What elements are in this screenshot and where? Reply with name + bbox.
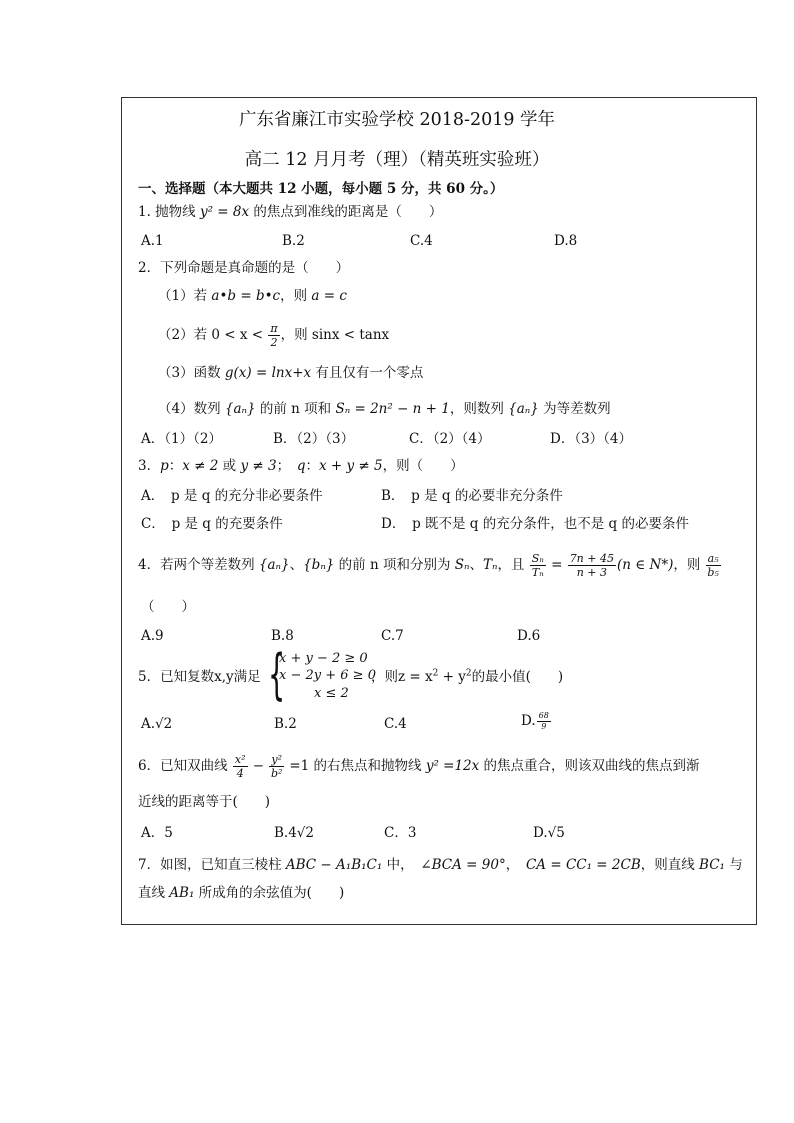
q4-condition: (n ∈ N*)	[616, 557, 674, 573]
q2-s1-math: a•b = b•c	[211, 288, 281, 304]
q5-obj-sup1: 2	[432, 668, 439, 679]
q7-math3: CA = CC₁ = 2CB	[525, 857, 641, 873]
q7-math2: ∠BCA = 90°	[420, 857, 506, 873]
q6-suffix: 的焦点重合，则该双曲线的焦点到渐	[479, 758, 700, 774]
q4-f1-num: Sₙ	[531, 552, 544, 565]
q5-constraint-2: x − 2y + 6 ≥ 0	[279, 668, 376, 683]
question-6	[138, 753, 700, 780]
q5-optd-den: 9	[541, 722, 547, 731]
q6-fraction-y	[269, 753, 284, 780]
q2-option-c: C．（2）（4）	[409, 431, 491, 447]
q4-fraction-sn-tn	[530, 552, 546, 579]
q5-brace: {	[268, 643, 286, 706]
exam-subtitle: 高二 12 月月考（理）（精英班实验班）	[244, 150, 550, 170]
q7-math1: ABC − A₁B₁C₁	[285, 857, 383, 873]
question-3	[138, 457, 464, 475]
q6-fraction-x	[233, 753, 248, 780]
q6-f2-den: b²	[271, 767, 283, 780]
q4-math2: {bₙ}	[303, 557, 335, 573]
q7-prefix: 7．如图，已知直三棱柱	[138, 857, 286, 873]
q2-s3-prefix: （3）函数	[158, 365, 225, 381]
q4-mid3: ，则	[673, 557, 705, 573]
q2-s4-math2: Sₙ = 2n² − n + 1	[335, 401, 450, 417]
question-1	[138, 203, 442, 221]
q2-s4-end: 为等差数列	[538, 401, 611, 417]
q6-f1-den: 4	[236, 767, 244, 780]
q1-option-c: C.4	[410, 233, 433, 249]
question-4	[138, 552, 722, 579]
q7-l2-suffix: 所成角的余弦值为( )	[194, 885, 345, 901]
q5-option-a: A.√2	[141, 716, 173, 732]
q2-statement-4	[158, 400, 611, 418]
q5-optd-num: 68	[538, 711, 549, 720]
q5-optd-fraction	[537, 711, 551, 732]
q4-blank: （ ）	[141, 599, 195, 615]
q4-mid2: ，且	[497, 557, 529, 573]
exam-title: 广东省廉江市实验学校 2018-2019 学年	[238, 110, 556, 130]
q4-math4: Tₙ	[483, 557, 498, 573]
q3-option-b: B． p 是 q 的必要非充分条件	[381, 488, 563, 504]
q2-option-d: D．（3）（4）	[550, 431, 633, 447]
q6-mid: =1 的右焦点和抛物线	[285, 758, 426, 774]
q3-suffix: ，则（ ）	[382, 458, 464, 474]
q1-option-a: A.1	[141, 233, 164, 249]
q2-s2-numerator: π	[270, 322, 278, 335]
q3-colon2: ：	[305, 458, 319, 474]
q3-math3: x + y ≠ 5	[318, 458, 383, 474]
q3-prefix: 3．	[138, 458, 161, 474]
q6-prefix: 6．已知双曲线	[138, 758, 232, 774]
q6-math: y² =12x	[425, 758, 480, 774]
q2-s4-math3: {aₙ}	[508, 401, 539, 417]
q5-obj-pre: ，则z = x	[371, 669, 433, 685]
q4-sep1: 、	[289, 557, 304, 573]
section-heading: 一、选择题（本大题共 12 小题，每小题 5 分，共 60 分。）	[138, 181, 504, 197]
q3-option-d: D． p 既不是 q 的充分条件，也不是 q 的必要条件	[381, 516, 689, 532]
q2-s3-suffix: 有且仅有一个零点	[311, 365, 424, 381]
q4-eq: =	[546, 557, 567, 573]
q3-math2: y ≠ 3	[240, 458, 277, 474]
q2-statement-1	[158, 287, 347, 305]
q6-line2: 近线的距离等于( )	[138, 794, 271, 810]
q3-p: p	[160, 458, 169, 474]
q4-f2-num: 7n + 45	[569, 552, 614, 565]
q7-mid1: 中，	[382, 857, 421, 873]
q2-option-a: A．（1）（2）	[141, 431, 222, 447]
q3-q: q	[296, 458, 306, 474]
q2-statement-2	[158, 322, 389, 349]
q5-constraint-3: x ≤ 2	[314, 686, 349, 701]
q1-prefix: 1. 抛物线	[138, 204, 200, 220]
q6-option-a: A．5	[141, 825, 173, 841]
q4-option-a: A.9	[141, 628, 164, 644]
q4-mid: 的前 n 项和分别为	[334, 557, 455, 573]
q3-option-a: A． p 是 q 的充分非必要条件	[141, 488, 323, 504]
q5-prefix: 5．已知复数x,y满足	[138, 669, 261, 685]
q5-constraint-1: x + y − 2 ≥ 0	[279, 651, 368, 666]
q5-objective	[371, 668, 563, 686]
q1-suffix: 的焦点到准线的距离是（ ）	[249, 204, 443, 220]
q3-sep: ；	[276, 458, 297, 474]
q7-end: 与	[724, 857, 743, 873]
q6-option-b: B.4√2	[274, 825, 314, 841]
q7-mid2: ，	[505, 857, 526, 873]
q4-option-d: D.6	[517, 628, 541, 644]
q4-f1-den: Tₙ	[531, 566, 544, 579]
q5-option-d	[521, 711, 552, 732]
q4-f3-den: b₅	[707, 566, 719, 579]
question-2: 2．下列命题是真命题的是（ ）	[138, 260, 350, 276]
q2-s4-mid: 的前 n 项和	[255, 401, 336, 417]
q4-fraction-a5-b5	[706, 552, 721, 579]
q5-obj-sup2: 2	[465, 668, 472, 679]
q3-or: 或	[218, 458, 241, 474]
q3-option-c: C． p 是 q 的充要条件	[141, 516, 283, 532]
q2-s1-math2: a = c	[311, 288, 347, 304]
q2-s4-prefix: （4）数列	[158, 401, 225, 417]
q7-math5: AB₁	[169, 885, 195, 901]
q4-option-b: B.8	[271, 628, 294, 644]
q2-s2-prefix: （2）若 0 < x <	[158, 327, 268, 343]
q3-colon1: ：	[168, 458, 183, 474]
q1-option-d: D.8	[554, 233, 578, 249]
q1-option-b: B.2	[282, 233, 305, 249]
q4-option-c: C.7	[381, 628, 404, 644]
q7-l2-prefix: 直线	[138, 885, 170, 901]
q4-f2-den: n + 3	[576, 566, 607, 579]
q3-math1: x ≠ 2	[182, 458, 219, 474]
q5-option-c: C.4	[384, 716, 407, 732]
q2-statement-3	[158, 364, 423, 382]
q6-option-c: C．3	[384, 825, 417, 841]
q1-equation: y² = 8x	[199, 204, 250, 220]
q2-s2-suffix: ，则 sinx < tanx	[280, 327, 390, 343]
q2-s2-denominator: 2	[270, 336, 278, 349]
question-7	[138, 856, 743, 874]
q4-sep2: 、	[469, 557, 483, 573]
q4-fraction-ratio	[568, 552, 616, 579]
q4-prefix: 4．若两个等差数列	[138, 557, 259, 573]
q4-f3-num: a₅	[707, 552, 719, 565]
q6-minus: −	[248, 758, 269, 774]
q6-f1-num: x²	[234, 753, 246, 766]
q5-obj-mid: + y	[438, 669, 466, 685]
q7-math4: BC₁	[699, 857, 725, 873]
q7-line2	[138, 884, 344, 902]
q2-s4-suffix: ，则数列	[449, 401, 509, 417]
q2-s3-math: g(x) = lnx+x	[224, 365, 312, 381]
q7-mid3: ，则直线	[640, 857, 700, 873]
q4-math3: Sₙ	[454, 557, 470, 573]
q2-option-b: B．（2）（3）	[273, 431, 355, 447]
q5-obj-end: 的最小值( )	[471, 669, 564, 685]
q4-math1: {aₙ}	[258, 557, 290, 573]
q6-option-d: D.√5	[533, 825, 565, 841]
q5-optd-prefix: D.	[521, 713, 536, 729]
q5-option-b: B.2	[274, 716, 297, 732]
q2-s4-math1: {aₙ}	[224, 401, 256, 417]
q2-s1-mid: ，则	[280, 288, 312, 304]
q2-s1-prefix: （1）若	[158, 288, 212, 304]
q2-s2-fraction	[268, 322, 279, 349]
q6-f2-num: y²	[271, 753, 283, 766]
